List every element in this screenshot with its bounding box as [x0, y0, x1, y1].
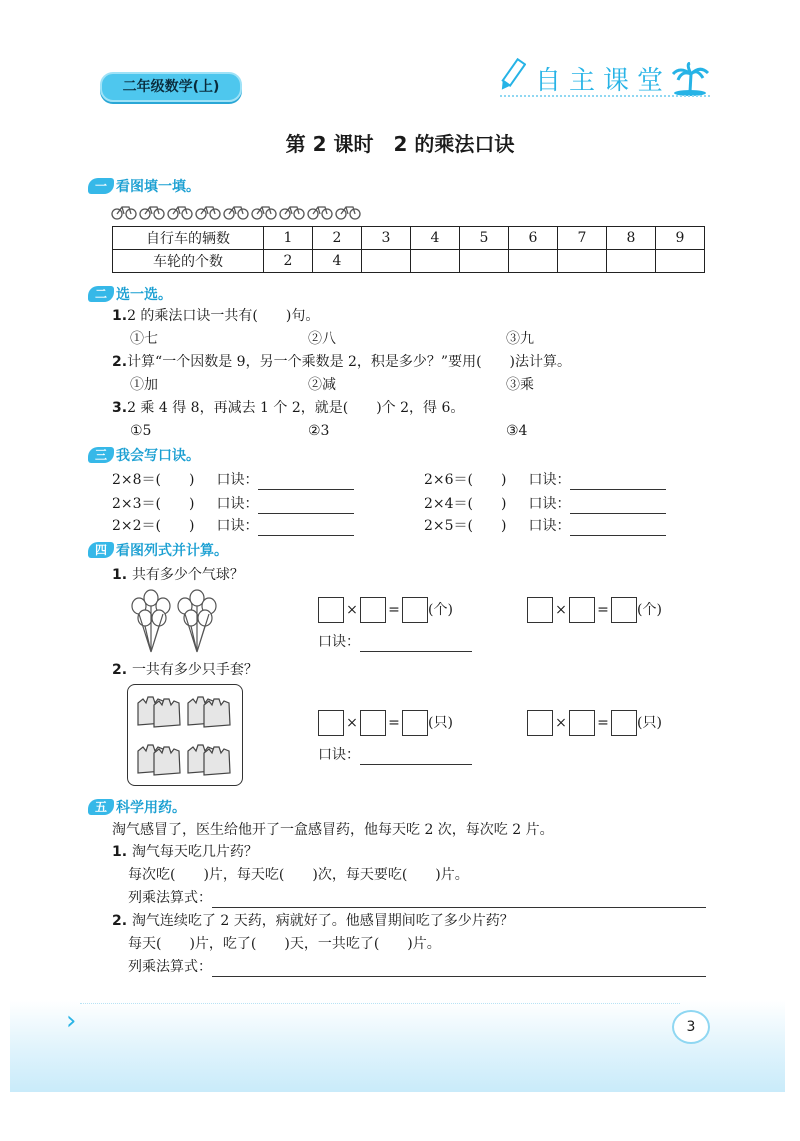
question-text — [112, 352, 571, 372]
question-number: 2. — [112, 913, 132, 929]
grade-badge: 二年级数学(上) — [100, 72, 242, 102]
formula-row — [128, 888, 706, 908]
page-title: 第 2 课时 2 的乘法口诀 — [285, 132, 515, 156]
equals-sign: = — [388, 602, 400, 618]
question-stem: 共有多少个气球？ — [131, 567, 244, 583]
formula-label: 列乘法算式： — [128, 890, 212, 906]
section-title: 科学用药。 — [116, 800, 186, 816]
rhyme-row — [112, 516, 354, 536]
rhyme-row — [424, 516, 666, 536]
rhyme-blank[interactable] — [360, 750, 472, 765]
question-text — [112, 306, 319, 326]
table-cell[interactable] — [509, 250, 558, 273]
footer-band — [10, 1000, 785, 1092]
equals-sign: = — [388, 715, 400, 731]
equation-boxes — [527, 597, 662, 623]
section-title: 我会写口诀。 — [116, 448, 200, 464]
table-cell[interactable] — [656, 250, 705, 273]
rhyme-label: 口诀： — [528, 518, 571, 534]
rhyme-blank[interactable] — [258, 521, 354, 536]
rhyme-row — [112, 470, 354, 490]
equation: 2×2＝( ) — [112, 518, 195, 534]
section-title: 选一选。 — [116, 287, 172, 303]
table-cell: 3 — [362, 227, 411, 250]
table-cell[interactable] — [558, 250, 607, 273]
table-cell: 7 — [558, 227, 607, 250]
section-number: 四 — [88, 542, 114, 558]
rhyme-label: 口诀： — [216, 518, 259, 534]
table-row — [113, 227, 705, 250]
problem-intro: 淘气感冒了，医生给他开了一盒感冒药，他每天吃 2 次，每次吃 2 片。 — [112, 822, 554, 838]
rhyme-label: 口诀： — [528, 472, 571, 488]
equals-sign: = — [597, 715, 609, 731]
table-cell: 8 — [607, 227, 656, 250]
question-text — [112, 565, 244, 585]
section-header-3 — [88, 445, 200, 465]
table-cell: 9 — [656, 227, 705, 250]
answer-box[interactable] — [360, 597, 386, 623]
question-text — [112, 842, 258, 862]
option[interactable]: ①七 — [130, 331, 158, 347]
table-cell: 6 — [509, 227, 558, 250]
bicycles-illustration — [110, 200, 375, 222]
rhyme-label: 口诀： — [318, 747, 360, 763]
option[interactable]: ③乘 — [506, 377, 534, 393]
question-number: 1. — [112, 844, 132, 860]
question-stem: 一共有多少只手套？ — [131, 662, 258, 678]
gloves-illustration — [128, 685, 242, 785]
question-number: 3. — [112, 400, 128, 416]
question-stem: 淘气每天吃几片药？ — [131, 844, 258, 860]
fill-in-line[interactable]: 每次吃( )片，每天吃( )次，每天要吃( )片。 — [128, 867, 469, 883]
section-number: 五 — [88, 799, 114, 815]
option[interactable]: ③4 — [506, 423, 528, 439]
answer-box[interactable] — [527, 710, 553, 736]
unit: (只) — [637, 715, 662, 731]
brand-title: 自主课堂 — [535, 66, 672, 96]
unit: (个) — [637, 602, 662, 618]
question-number: 1. — [112, 567, 132, 583]
rhyme-blank[interactable] — [570, 521, 666, 536]
option[interactable]: ①5 — [130, 423, 152, 439]
pencil-icon — [498, 56, 526, 96]
section-number: 三 — [88, 447, 114, 463]
balloons-illustration — [125, 588, 220, 660]
answer-box[interactable] — [611, 710, 637, 736]
answer-box[interactable] — [402, 597, 428, 623]
rhyme-blank[interactable] — [258, 475, 354, 490]
equation: 2×6＝( ) — [424, 472, 507, 488]
answer-box[interactable] — [527, 597, 553, 623]
table-cell: 1 — [264, 227, 313, 250]
answer-box[interactable] — [360, 710, 386, 736]
answer-box[interactable] — [611, 597, 637, 623]
question-number: 2. — [112, 354, 128, 370]
times-sign: × — [346, 715, 358, 731]
answer-box[interactable] — [402, 710, 428, 736]
option[interactable]: ①加 — [130, 377, 158, 393]
table-cell[interactable] — [411, 250, 460, 273]
bicycle-icon — [224, 207, 248, 219]
section-header-5 — [88, 797, 186, 817]
formula-blank[interactable] — [212, 962, 706, 977]
bicycle-icon — [140, 207, 164, 219]
option[interactable]: ②八 — [308, 331, 336, 347]
answer-box[interactable] — [569, 597, 595, 623]
bicycle-icon — [336, 207, 360, 219]
question-stem: 淘气连续吃了 2 天药，病就好了。他感冒期间吃了多少片药？ — [131, 913, 514, 929]
rhyme-blank[interactable] — [570, 499, 666, 514]
rhyme-label: 口诀： — [318, 634, 360, 650]
rhyme-row — [318, 632, 472, 652]
question-text — [112, 660, 258, 680]
formula-row — [128, 957, 706, 977]
times-sign: × — [346, 602, 358, 618]
unit: (个) — [428, 602, 453, 618]
section-title: 看图填一填。 — [116, 179, 200, 195]
formula-blank[interactable] — [212, 893, 706, 908]
section-header-1 — [88, 176, 200, 196]
question-number: 2. — [112, 662, 132, 678]
table-cell[interactable]: 2 — [264, 250, 313, 273]
bicycle-wheel-table — [112, 226, 705, 273]
table-cell: 2 — [313, 227, 362, 250]
table-cell[interactable]: 4 — [313, 250, 362, 273]
equation: 2×5＝( ) — [424, 518, 507, 534]
question-stem: 计算“一个因数是 9，另一个乘数是 2，积是多少？”要用( )法计算。 — [127, 354, 572, 370]
rhyme-label: 口诀： — [528, 496, 571, 512]
question-stem: 2 乘 4 得 8，再减去 1 个 2，就是( )个 2，得 6。 — [127, 400, 465, 416]
row-header: 自行车的辆数 — [113, 227, 264, 250]
equation-boxes — [318, 597, 453, 623]
table-cell: 5 — [460, 227, 509, 250]
table-cell[interactable] — [460, 250, 509, 273]
answer-box[interactable] — [318, 597, 344, 623]
option[interactable]: ②3 — [308, 423, 330, 439]
rhyme-label: 口诀： — [216, 496, 259, 512]
equation-boxes — [527, 710, 662, 736]
header-divider — [500, 95, 710, 97]
page-number: 3 — [672, 1010, 710, 1044]
question-text — [112, 911, 514, 931]
section-header-2 — [88, 284, 172, 304]
equation: 2×8＝( ) — [112, 472, 195, 488]
rhyme-row — [424, 470, 666, 490]
section-header-4 — [88, 540, 228, 560]
rhyme-row — [424, 494, 666, 514]
rhyme-label: 口诀： — [216, 472, 259, 488]
row-header: 车轮的个数 — [113, 250, 264, 273]
bicycle-icon — [112, 207, 136, 219]
times-sign: × — [555, 715, 567, 731]
bicycle-icon — [168, 207, 192, 219]
rhyme-row — [318, 745, 472, 765]
equation-boxes — [318, 710, 453, 736]
rhyme-row — [112, 494, 354, 514]
table-cell[interactable] — [362, 250, 411, 273]
question-text — [112, 398, 464, 418]
equation: 2×3＝( ) — [112, 496, 195, 512]
bicycle-icon — [252, 207, 276, 219]
palm-tree-icon — [670, 62, 710, 96]
table-cell: 4 — [411, 227, 460, 250]
equals-sign: = — [597, 602, 609, 618]
table-row — [113, 250, 705, 273]
formula-label: 列乘法算式： — [128, 959, 212, 975]
rhyme-blank[interactable] — [258, 499, 354, 514]
option[interactable]: ③九 — [506, 331, 534, 347]
bicycle-icon — [196, 207, 220, 219]
answer-box[interactable] — [318, 710, 344, 736]
fill-in-line[interactable]: 每天( )片，吃了( )天，一共吃了( )片。 — [128, 936, 441, 952]
section-title: 看图列式并计算。 — [116, 543, 228, 559]
section-number: 二 — [88, 286, 114, 302]
question-stem: 2 的乘法口诀一共有( )句。 — [127, 308, 320, 324]
bicycle-icon — [308, 207, 332, 219]
chevron-right-icon: › — [66, 1006, 77, 1036]
gloves-picture-frame — [127, 684, 243, 786]
times-sign: × — [555, 602, 567, 618]
rhyme-blank[interactable] — [360, 637, 472, 652]
footer-divider — [80, 1003, 680, 1004]
bicycle-icon — [280, 207, 304, 219]
option[interactable]: ②减 — [308, 377, 336, 393]
question-number: 1. — [112, 308, 128, 324]
table-cell[interactable] — [607, 250, 656, 273]
answer-box[interactable] — [569, 710, 595, 736]
unit: (只) — [428, 715, 453, 731]
rhyme-blank[interactable] — [570, 475, 666, 490]
equation: 2×4＝( ) — [424, 496, 507, 512]
section-number: 一 — [88, 178, 114, 194]
